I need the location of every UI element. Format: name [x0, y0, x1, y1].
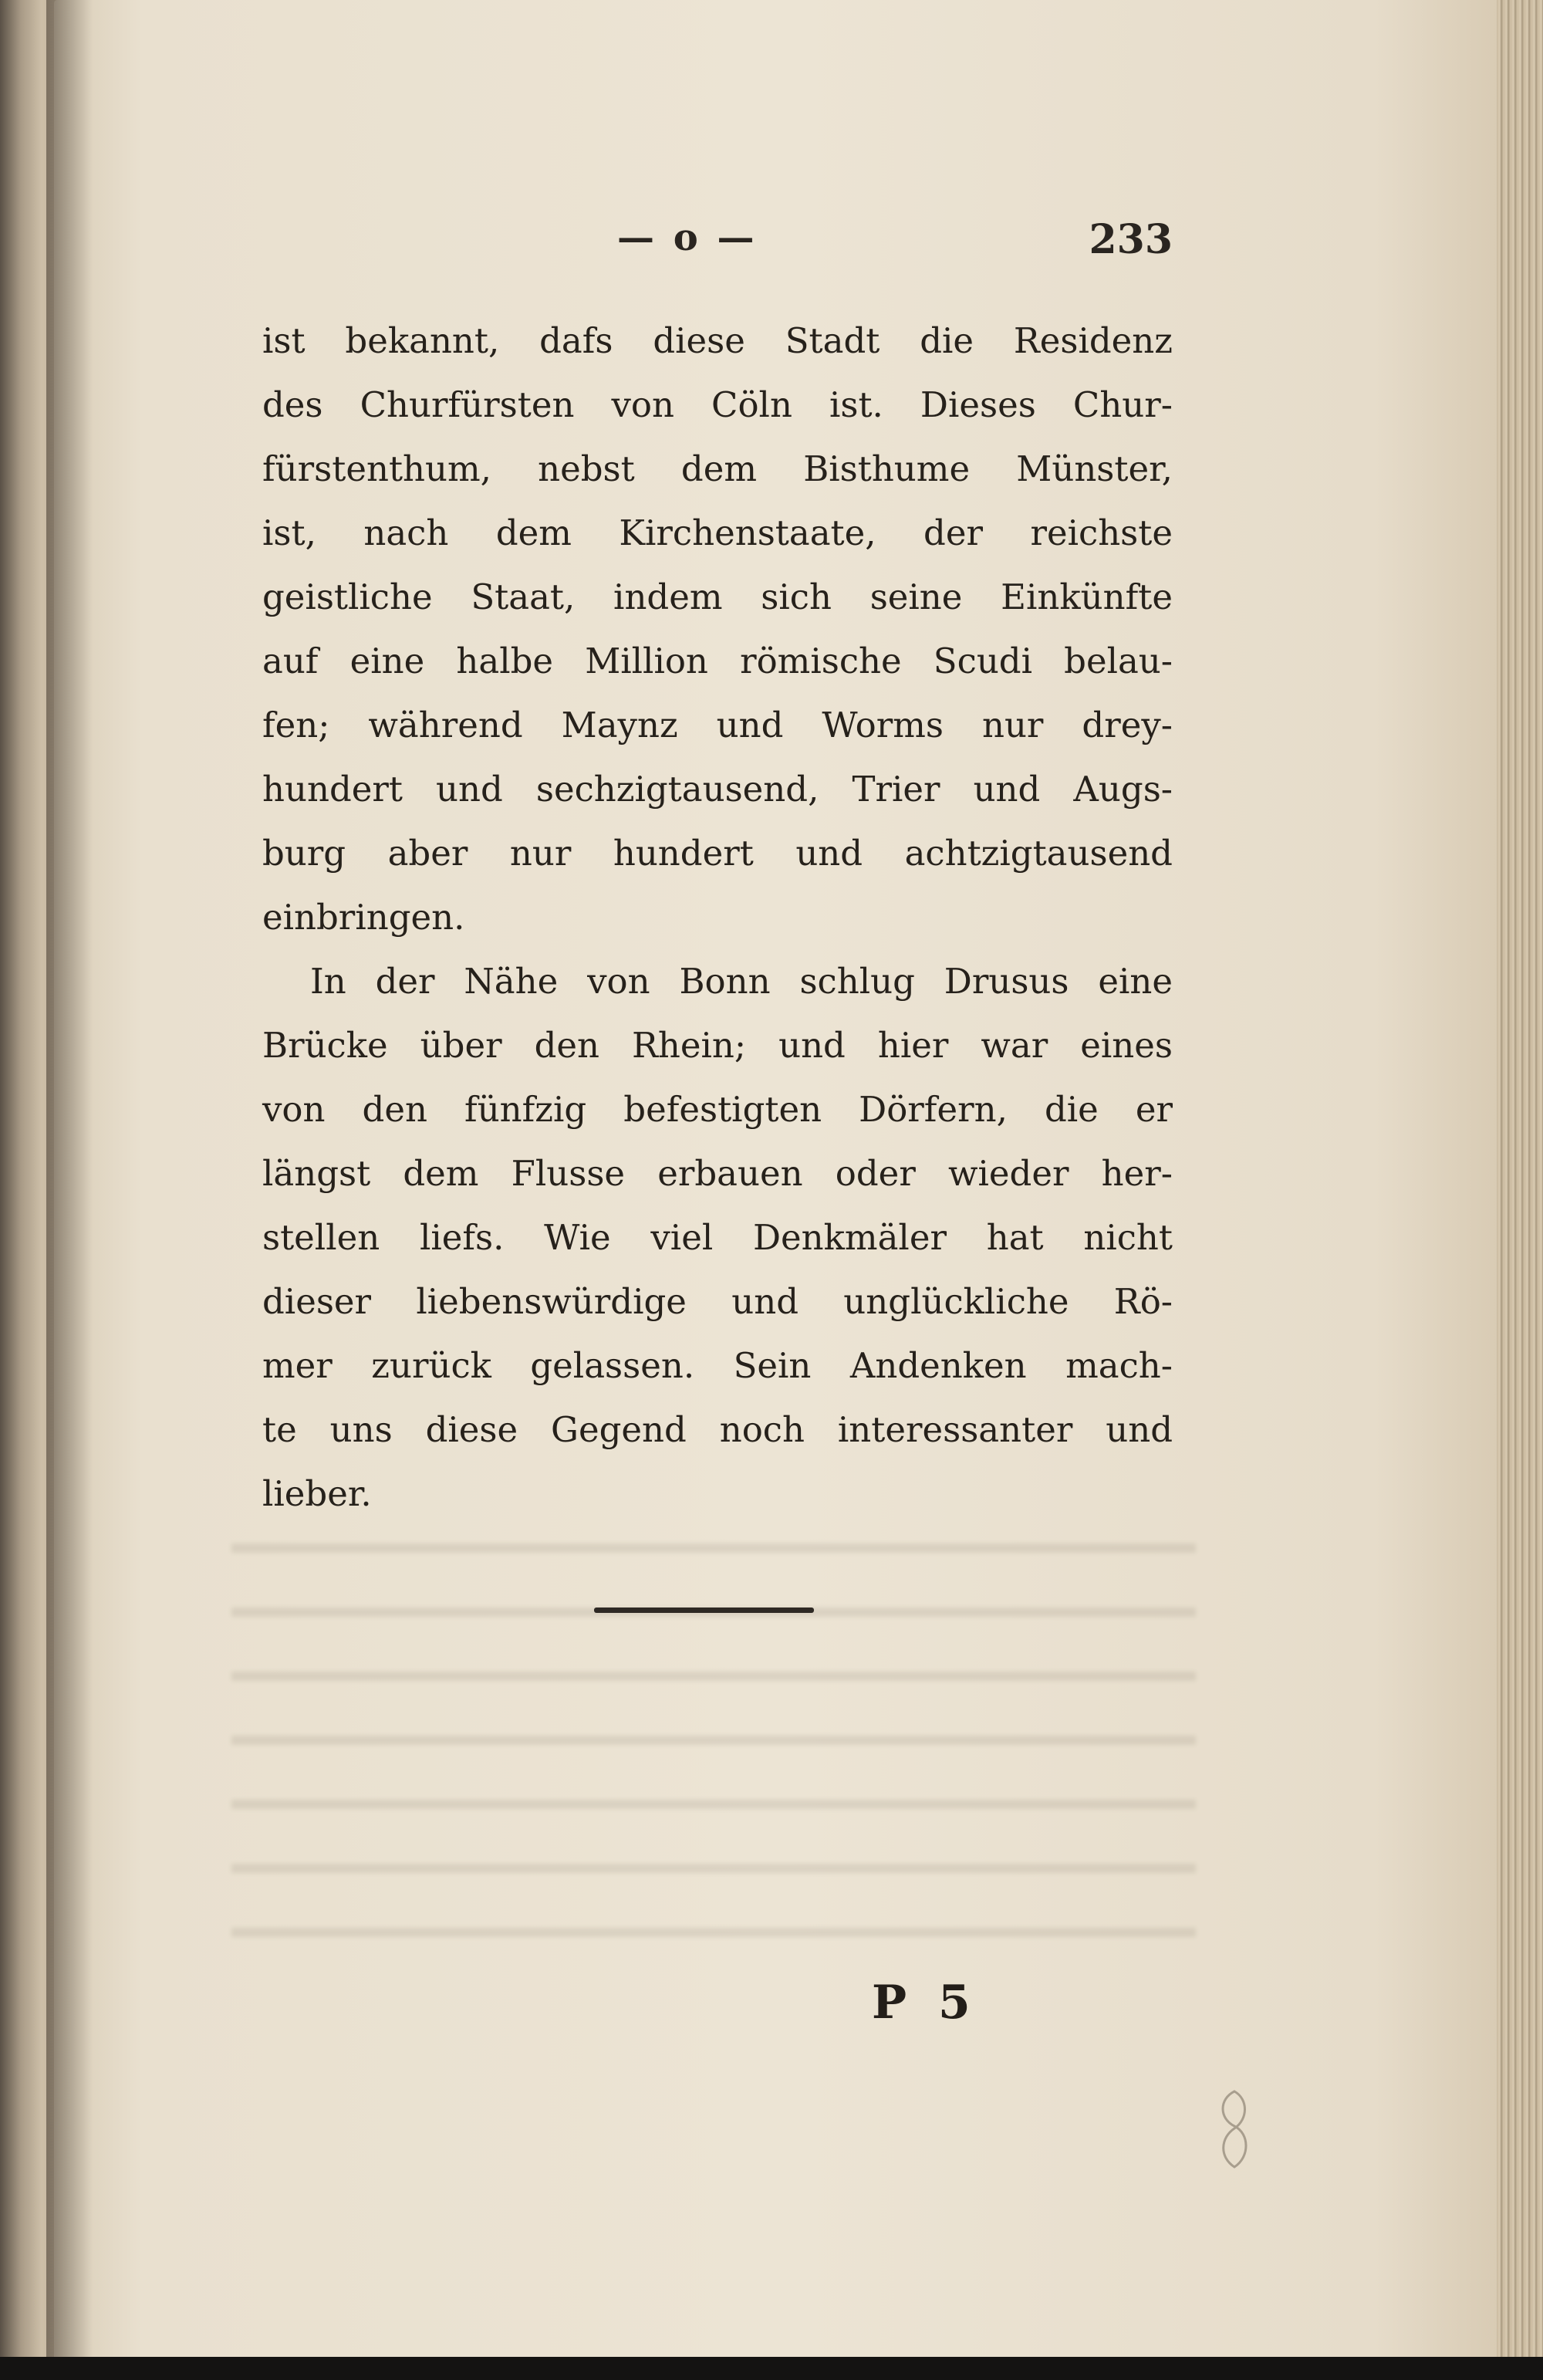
- text-line: dieser liebenswürdige und unglückliche Rö-: [262, 1281, 1173, 1322]
- paragraph-1: [262, 309, 1173, 949]
- pencil-annotation-icon: [1211, 2084, 1258, 2176]
- page-stack-edge: [1497, 0, 1543, 2380]
- text-line: des Churfürsten von Cöln ist. Dieses Chur-: [262, 384, 1173, 425]
- text-line: mer zurück gelassen. Sein Andenken mach-: [262, 1345, 1173, 1386]
- text-line: te uns diese Gegend noch interessanter und: [262, 1409, 1173, 1450]
- running-header: [262, 216, 1173, 278]
- section-rule: [594, 1608, 814, 1613]
- text-line: hundert und sechzigtausend, Trier und Augs-: [262, 769, 1173, 810]
- text-line: von den fünfzig befestigten Dörfern, die er: [262, 1089, 1173, 1130]
- paragraph-2: [262, 949, 1173, 1526]
- text-line: ist, nach dem Kirchenstaate, der reichste: [262, 512, 1173, 553]
- text-line: einbringen.: [262, 897, 465, 938]
- text-line: fürstenthum, nebst dem Bisthume Münster,: [262, 448, 1173, 489]
- signature-mark: P 5: [872, 1976, 978, 2030]
- gutter-shadow: [46, 0, 93, 2380]
- header-ornament: — o —: [617, 216, 758, 259]
- text-line: In der Nähe von Bonn schlug Drusus eine: [310, 961, 1173, 1002]
- text-line: fen; während Maynz und Worms nur drey-: [262, 705, 1173, 745]
- bleed-through-text: [231, 1505, 1196, 1983]
- text-line: geistliche Staat, indem sich seine Einkünfte: [262, 576, 1173, 617]
- text-line: Brücke über den Rhein; und hier war eines: [262, 1025, 1173, 1066]
- text-line: auf eine halbe Million römische Scudi belau-: [262, 641, 1173, 681]
- body-text: [262, 309, 1173, 1526]
- text-line: längst dem Flusse erbauen oder wieder her-: [262, 1153, 1173, 1194]
- text-line: ist bekannt, dafs diese Stadt die Residenz: [262, 320, 1173, 361]
- text-line: burg aber nur hundert und achtzigtausend: [262, 833, 1173, 874]
- text-line: lieber.: [262, 1473, 372, 1514]
- scan-border: [0, 2357, 1543, 2380]
- page-number: 233: [1089, 216, 1173, 263]
- text-line: stellen liefs. Wie viel Denkmäler hat nicht: [262, 1217, 1173, 1258]
